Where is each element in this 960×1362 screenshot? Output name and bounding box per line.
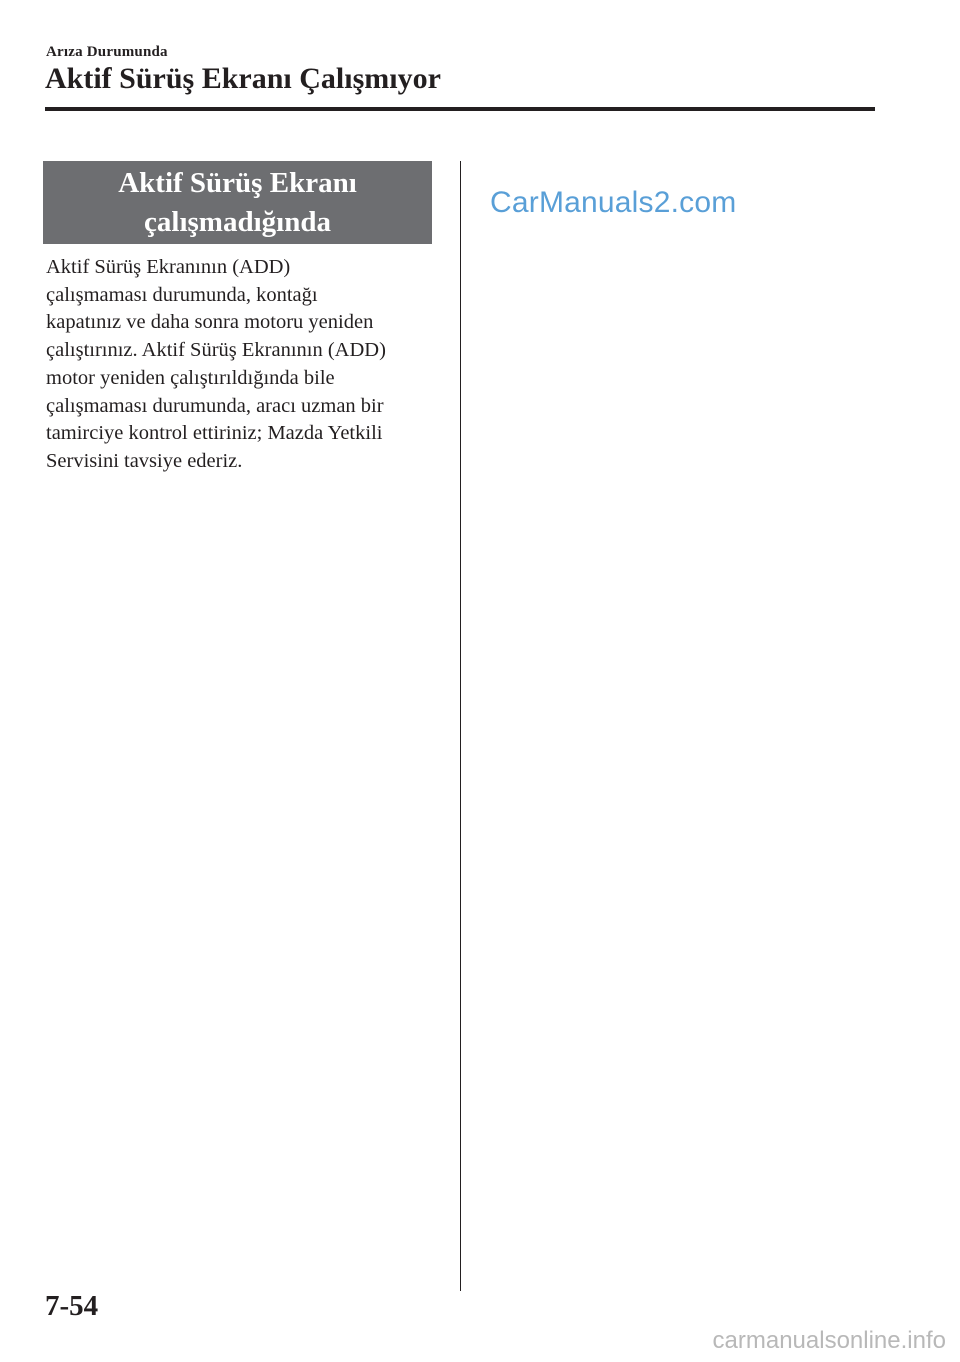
page-number: 7-54 [45, 1290, 99, 1322]
footer-watermark: carmanualsonline.info [712, 1327, 946, 1354]
body-line: çalışmaması durumunda, kontağı [46, 283, 318, 306]
column-divider [460, 161, 461, 1291]
header-rule [45, 107, 875, 111]
carmanuals-watermark: CarManuals2.com [490, 186, 737, 219]
body-line: çalışmaması durumunda, aracı uzman bir [46, 394, 384, 417]
body-line: Servisini tavsiye ederiz. [46, 449, 243, 472]
body-line: Aktif Sürüş Ekranının (ADD) [46, 256, 291, 278]
body-line: motor yeniden çalıştırıldığında bile [46, 366, 335, 389]
section-body-text [46, 254, 436, 476]
section-heading-line-1: Aktif Sürüş Ekranı [118, 167, 357, 199]
body-line: kapatınız ve daha sonra motoru yeniden [46, 311, 374, 334]
running-header-section: Arıza Durumunda [46, 44, 168, 60]
section-heading-line-2: çalışmadığında [144, 206, 331, 238]
body-line: tamirciye kontrol ettiriniz; Mazda Yetkili [46, 422, 383, 445]
page-title: Aktif Sürüş Ekranı Çalışmıyor [45, 62, 441, 95]
section-heading-banner [43, 161, 432, 244]
body-line: çalıştırınız. Aktif Sürüş Ekranının (ADD) [46, 339, 386, 362]
